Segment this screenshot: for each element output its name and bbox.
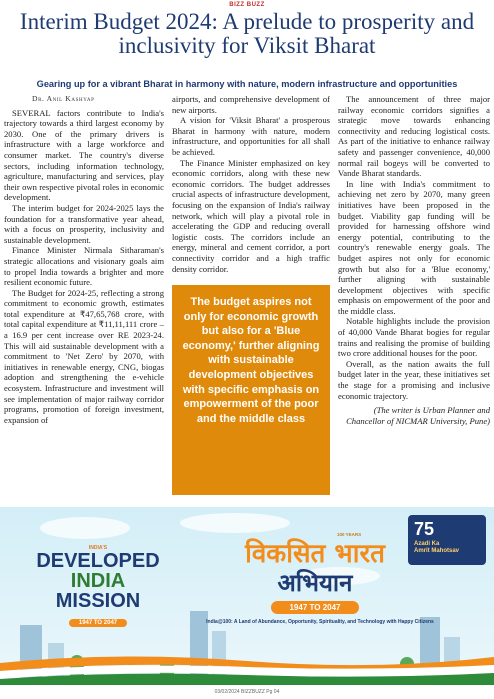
hindi-years: 1947 TO 2047 (271, 601, 358, 614)
dim-line-1: DEVELOPED (36, 550, 160, 572)
paragraph: The announcement of three major railway economic corridors signifies a strategic move towards enhancing connectivity and reducing logistical costs. As part of the initiative to enhance railway safety and passenger convenience, 40,000 normal rail bogeys will be converted to Vande Bharat standards. (338, 94, 490, 179)
hundred-years-tag: 100 YEARS (337, 532, 362, 537)
dim-years: 1947 TO 2047 (69, 619, 127, 627)
article-column-3 (338, 94, 490, 426)
dim-line-3: MISSION (55, 590, 141, 612)
paragraph: The Budget for 2024-25, reflecting a strong commitment to economic growth, estimates total expenditure at ₹47,65,768 crore, with total capital expenditure at ₹11,11,111 crore – a 16.9 per cent increase over RE 2023-24. This will aid sustainable development with a commitment to 'Net Zero' by 2070, with initiatives in renewable energy, CNG, biogas adoption and strengthening the e-vehicle ecosystem. Infrastructure and investment will see implementation of major railway corridor programs, promotion of foreign investment, expansion of (4, 287, 164, 425)
dim-small-label: INDIA'S (88, 545, 108, 551)
hindi-line-1: विकसित भारत (245, 539, 385, 569)
viksit-bharat-abhiyan-logo (215, 539, 415, 615)
tricolour-wave (0, 649, 494, 685)
azadi-ka-amrit-mahotsav-logo (408, 515, 486, 565)
page-footer: 03/02/2024 BIZZBUZZ Pg 04 (214, 689, 280, 695)
paragraph: The Finance Minister emphasized on key economic corridors, along with these new economic corridors. The budget addresses crucial aspects of infrastructure development, focusing on the expansion of India's railway network, which will play a pivotal role in accelerating the GDP and reducing overall logistic costs. The corridors include an energy, mineral and cement corridor, a port connectivity corridor and a high traffic density corridor. (172, 157, 330, 274)
developed-india-mission-logo (18, 545, 178, 629)
article-column-1 (4, 94, 164, 425)
article-subtitle: Gearing up for a vibrant Bharat in harmony with nature, modern infrastructure and opportunities (36, 79, 458, 89)
article-column-2 (172, 94, 330, 274)
pull-quote: The budget aspires not only for economic growth but also for a 'Blue economy,' further aligning with sustainable development objectives with specific emphasis on empowerment of the poor and the middle class (172, 285, 330, 495)
paragraph: In line with India's commitment to achieving net zero by 2070, many green initiatives have been proposed in the budget. Viability gap funding will be provided for harnessing offshore wind energy potential, contributing to the country's renewable energy goals. The budget aspires not only for economic growth but also for a 'Blue economy,' further aligning with sustainable development objectives with specific emphasis on empowerment of the poor and the middle class. (338, 178, 490, 316)
author-credit: (The writer is Urban Planner and Chancellor of NICMAR University, Pune) (346, 405, 490, 426)
logo-number: 75 (414, 519, 435, 539)
paragraph: airports, and comprehensive development of new airports. (172, 94, 330, 115)
paragraph: A vision for 'Viksit Bharat' a prosperous Bharat in harmony with nature, modern infrastructure, and opportunities for all shall be achieved. (172, 115, 330, 157)
viksit-bharat-banner (0, 507, 494, 685)
logo-text: Azadi Ka Amrit Mahotsav (414, 541, 460, 554)
paragraph: Notable highlights include the provision of 40,000 Vande Bharat bogies for regular trains and realising the promise of building two crore additional houses for the poor. (338, 316, 490, 359)
paragraph: Overall, as the nation awaits the full budget later in the year, these initiatives set the stage for a promising and inclusive economic trajectory. (338, 358, 490, 401)
article-title: Interim Budget 2024: A prelude to prosperity and inclusivity for Viksit Bharat (19, 9, 475, 58)
paragraph: Finance Minister Nirmala Sitharaman's strategic allocations and visionary goals aim to propel India towards a brighter and more resilient economic future. (4, 245, 164, 288)
masthead-brand: BIZZ BUZZ (229, 2, 265, 8)
banner-tagline: India@100: A Land of Abundance, Opportunity, Spirituality, and Technology with Happy Citizens (206, 619, 434, 625)
paragraph: SEVERAL factors contribute to India's trajectory towards a third largest economy by 2030. One of the primary drivers is infrastructure with a large workforce and consumer market. The country's diverse sectors, including information technology, agriculture, manufacturing and services, play their own respective pivotal roles in economic development. (4, 107, 164, 203)
paragraph: The interim budget for 2024-2025 lays the foundation for a transformative year ahead, with a focus on prosperity, inclusivity and sustainable development. (4, 202, 164, 245)
hindi-line-2: अभियान (277, 569, 353, 597)
byline: Dr. Anil Kashyap (32, 94, 95, 103)
cloud-shape (180, 513, 290, 533)
dim-line-2: INDIA (70, 570, 126, 592)
cloud-shape (40, 517, 130, 539)
